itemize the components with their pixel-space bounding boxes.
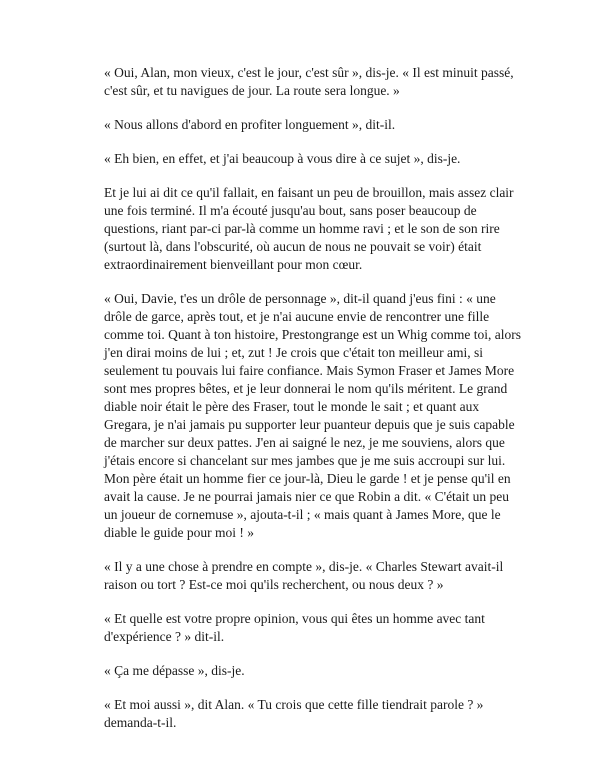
paragraph: « Nous allons d'abord en profiter longuement », dit-il. xyxy=(104,117,396,132)
paragraph: « Ça me dépasse », dis-je. xyxy=(104,663,245,678)
paragraph: « Oui, Alan, mon vieux, c'est le jour, c'est sûr », dis-je. « Il est minuit passé, c'est sûr, et tu navigues de jour. La route sera longue. » xyxy=(104,65,514,98)
paragraph: Et je lui ai dit ce qu'il fallait, en faisant un peu de brouillon, mais assez clair une fois terminé. Il m'a écouté jusqu'au bout, sans poser beaucoup de questions, riant par-ci par-là comme un homme ravi ; et le son de son rire (surtout là, dans l'obscurité, où aucun de nous ne pouvait se voir) était extraordinairement bienveillant pour mon cœur. xyxy=(104,185,514,272)
paragraph: « Oui, Davie, t'es un drôle de personnage », dit-il quand j'eus fini : « une drôle de garce, après tout, et je n'ai aucune envie de rencontrer une fille comme toi. Quant à ton histoire, Prestongrange est un Whig comme toi, alors j'en dirai moins de lui ; et, zut ! Je crois que c'était ton meilleur ami, si seulement tu pouvais lui faire confiance. Mais Symon Fraser et James More sont mes propres bêtes, et je leur donnerai le nom qu'ils méritent. Le grand diable noir était le père des Fraser, tout le monde le sait ; et quant aux Gregara, je n'ai jamais pu supporter leur puanteur depuis que je suis capable de marcher sur deux pattes. J'en ai saigné le nez, je me souviens, alors que j'étais encore si chancelant sur mes jambes que je me suis accroupi sur lui. Mon père était un homme fier ce jour-là, Dieu le garde ! et je pense qu'il en avait la cause. Je ne pourrai jamais nier ce que Robin a dit. « C'était un peu un joueur de cornemuse », ajouta-t-il ; « mais quant à James More, que le diable le guide pour moi ! » xyxy=(104,291,522,540)
paragraph: « Et moi aussi », dit Alan. « Tu crois que cette fille tiendrait parole ? » demanda-t-il. xyxy=(104,697,484,730)
paragraph: « Eh bien, en effet, et j'ai beaucoup à vous dire à ce sujet », dis-je. xyxy=(104,151,461,166)
paragraph: « Il y a une chose à prendre en compte », dis-je. « Charles Stewart avait-il raison ou tort ? Est-ce moi qu'ils recherchent, ou nous deux ? » xyxy=(104,559,504,592)
paragraph: « Et quelle est votre propre opinion, vous qui êtes un homme avec tant d'expérience ? » dit-il. xyxy=(104,611,485,644)
